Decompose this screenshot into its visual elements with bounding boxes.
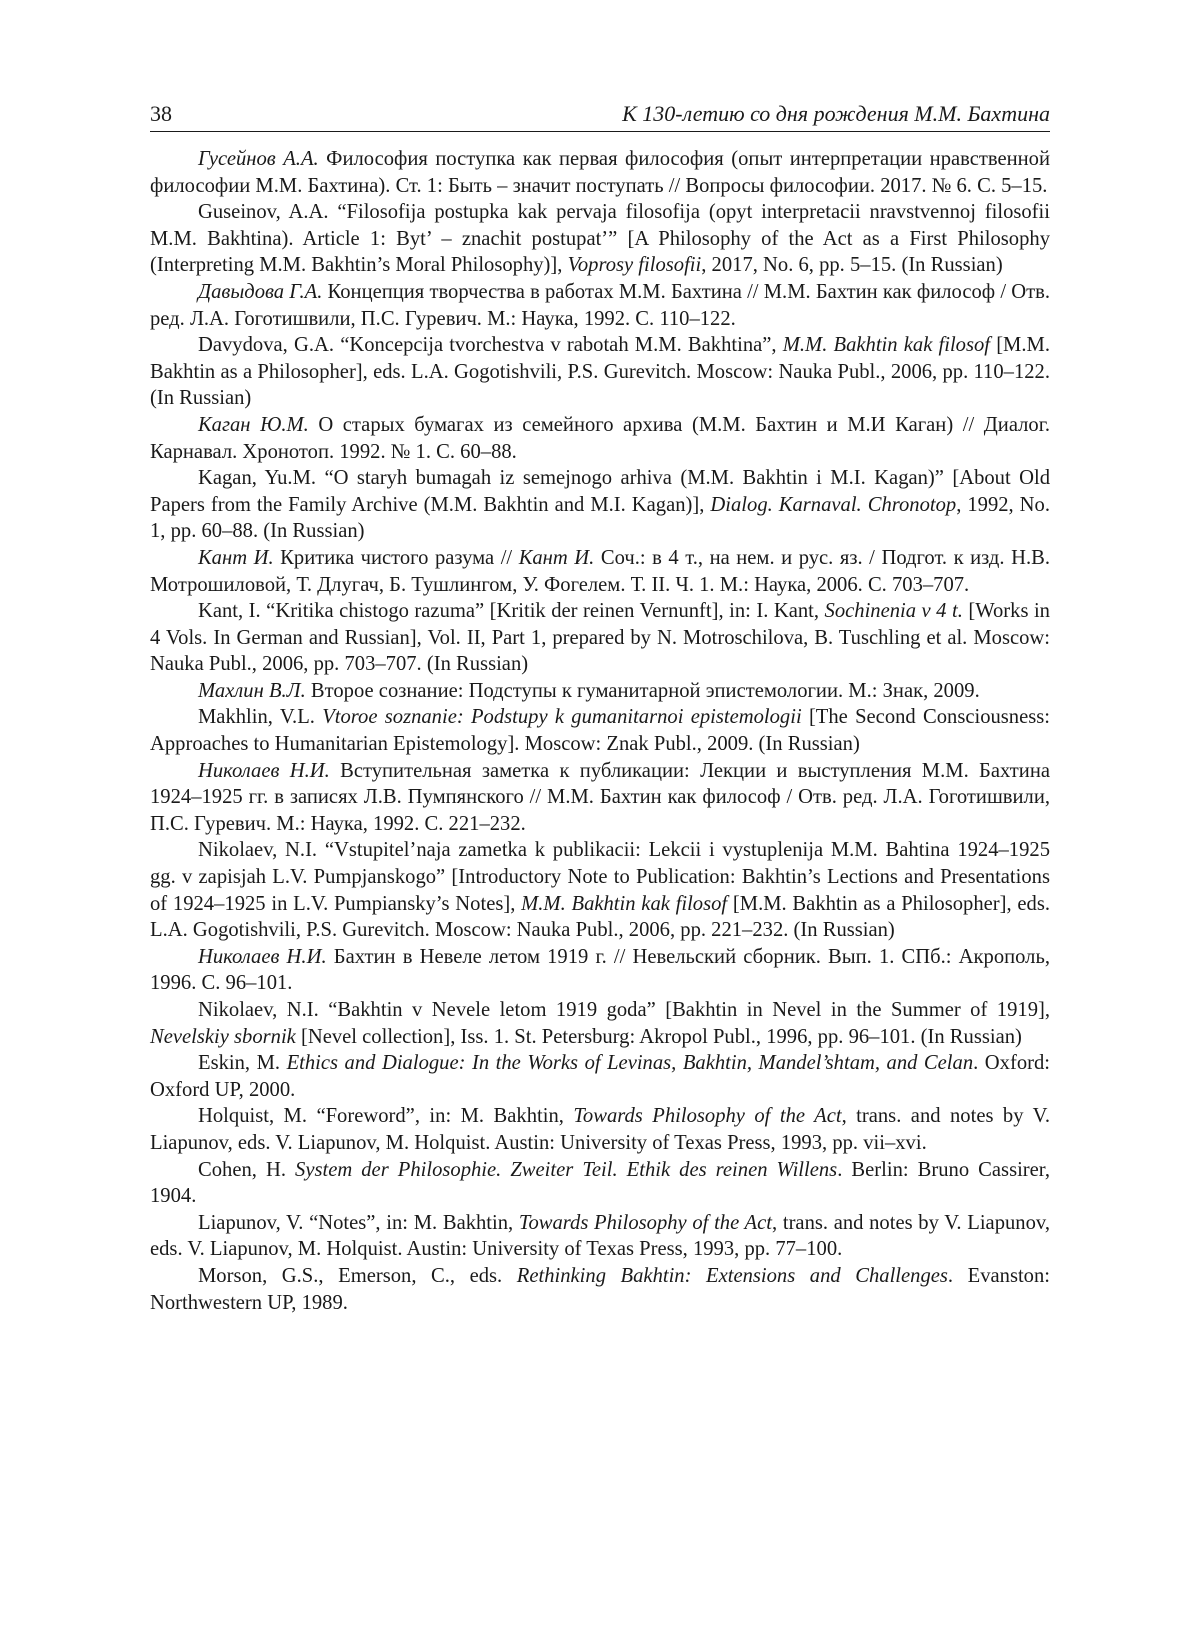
reference-text-segment: Вступительная заметка к публикации: Лекции и выступления М.М. Бахтина 1924–1925 гг. в записях Л.В. Пумпянского // М.М. Бахтин как философ / Отв. ред. Л.А. Гоготишвили, П.С. Гуревич. М.: Наука, 1992. С. 221–232. — [150, 759, 1050, 835]
reference-text-segment: , trans. and notes by V. Liapunov, eds. V. Liapunov, M. Holquist. Austin: University of Texas Press, 1993, pp. vii–xvi. — [150, 1105, 1050, 1154]
reference-text-segment: Davydova, G.A. “Koncepcija tvorchestva v rabotah M.M. Bakhtina”, — [198, 334, 783, 357]
reference-entry — [150, 997, 1050, 1050]
reference-text-segment: Бахтин в Невеле летом 1919 г. // Невельский сборник. Вып. 1. СПб.: Акрополь, 1996. С. 96–101. — [150, 945, 1050, 995]
reference-italic-segment: Sochinenia v 4 t. — [824, 600, 963, 623]
reference-text-segment: Философия поступка как первая философия (опыт интерпретации нравственной философии М.М. Бахтина). Ст. 1: Быть – значит поступать // Вопросы философии. 2017. № 6. С. 5–15. — [150, 148, 1050, 197]
reference-text-segment: Guseinov, A.A. “Filosofija postupka kak pervaja filosofija (opyt interpretacii nravstvennoj filosofii M.M. Bakhtina). Article 1: Byt’ – znachit postupat’” [A Philosophy of the Act as a First Philosophy (Interpreting M.M. Bakhtin’s Moral Philosophy)], — [150, 201, 1050, 277]
reference-text-segment: Cohen, H. — [198, 1158, 296, 1181]
page — [150, 100, 1050, 1316]
reference-text-segment: . Evanston: Northwestern UP, 1989. — [150, 1264, 1050, 1314]
reference-text-segment: . Oxford: Oxford UP, 2000. — [150, 1052, 1050, 1101]
reference-list — [150, 146, 1050, 1316]
reference-italic-segment: Vtoroe soznanie: Podstupy k gumanitarnoi epistemologii — [322, 706, 802, 729]
reference-italic-segment: Каган Ю.М. — [198, 413, 309, 436]
reference-italic-segment: M.M. Bakhtin kak filosof — [521, 892, 728, 915]
reference-text-segment: Morson, G.S., Emerson, C., eds. — [198, 1264, 517, 1287]
reference-italic-segment: Николаев Н.И. — [198, 759, 330, 782]
reference-entry — [150, 146, 1050, 199]
running-title: К 130-летию со дня рождения М.М. Бахтина — [622, 101, 1050, 126]
reference-italic-segment: Dialog. Karnaval. Chronotop — [710, 493, 957, 516]
reference-entry — [150, 1050, 1050, 1103]
reference-italic-segment: System der Philosophie. Zweiter Teil. Ethik des reinen Willens — [295, 1158, 838, 1181]
reference-entry — [150, 545, 1050, 598]
reference-entry — [150, 332, 1050, 412]
reference-entry — [150, 944, 1050, 997]
reference-entry — [150, 678, 1050, 705]
reference-text-segment: [M.M. Bakhtin as a Philosopher], eds. L.A. Gogotishvili, P.S. Gurevitch. Moscow: Nauka Publ., 2006, pp. 221–232. (In Russian) — [150, 892, 1050, 942]
reference-entry — [150, 1103, 1050, 1156]
page-number: 38 — [150, 101, 172, 126]
reference-italic-segment: Rethinking Bakhtin: Extensions and Challenges — [516, 1264, 948, 1287]
reference-entry — [150, 837, 1050, 943]
reference-entry — [150, 279, 1050, 332]
reference-italic-segment: Махлин В.Л. — [198, 679, 306, 702]
running-head — [150, 100, 1050, 132]
reference-text-segment: , trans. and notes by V. Liapunov, eds. V. Liapunov, M. Holquist. Austin: University of Texas Press, 1993, pp. 77–100. — [150, 1211, 1050, 1261]
reference-italic-segment: Кант И. — [198, 546, 274, 569]
reference-text-segment: Соч.: в 4 т., на нем. и рус. яз. / Подгот. к изд. Н.В. Мотрошиловой, Т. Длугач, Б. Тушлингом, У. Фогелем. Т. II. Ч. 1. М.: Наука, 2006. С. 703–707. — [150, 546, 1051, 596]
reference-entry — [150, 598, 1050, 678]
reference-entry — [150, 758, 1050, 838]
reference-text-segment: О старых бумагах из семейного архива (М.М. Бахтин и М.И Каган) // Диалог. Карнавал. Хронотоп. 1992. № 1. С. 60–88. — [150, 413, 1050, 463]
reference-entry — [150, 412, 1050, 465]
reference-italic-segment: Voprosy filosofii — [567, 254, 702, 277]
reference-text-segment: Nikolaev, N.I. “Bakhtin v Nevele letom 1919 goda” [Bakhtin in Nevel in the Summer of 1919], — [198, 999, 1050, 1021]
reference-italic-segment: Towards Philosophy of the Act — [573, 1105, 842, 1128]
reference-entry — [150, 1210, 1050, 1263]
reference-italic-segment: Гусейнов А.А. — [198, 148, 319, 170]
reference-text-segment: Holquist, M. “Foreword”, in: M. Bakhtin, — [198, 1105, 574, 1128]
reference-text-segment: [M.M. Bakhtin as a Philosopher], eds. L.A. Gogotishvili, P.S. Gurevitch. Moscow: Nauka Publ., 2006, pp. 110–122. (In Russian) — [150, 334, 1050, 410]
reference-italic-segment: Николаев Н.И. — [198, 945, 327, 968]
reference-text-segment: Концепция творчества в работах М.М. Бахтина // М.М. Бахтин как философ / Отв. ред. Л.А. Гоготишвили, П.С. Гуревич. М.: Наука, 1992. С. 110–122. — [150, 280, 1050, 330]
reference-text-segment: Kant, I. “Kritika chistogo razuma” [Kritik der reinen Vernunft], in: I. Kant, — [198, 600, 825, 623]
reference-text-segment: [Nevel collection], Iss. 1. St. Petersburg: Akropol Publ., 1996, pp. 96–101. (In Russian) — [295, 1025, 1022, 1048]
reference-text-segment: Makhlin, V.L. — [198, 706, 323, 729]
reference-text-segment: Liapunov, V. “Notes”, in: M. Bakhtin, — [198, 1211, 519, 1234]
reference-text-segment: Kagan, Yu.M. “O staryh bumagah iz semejnogo arhiva (M.M. Bakhtin i M.I. Kagan)” [About Old Papers from the Family Archive (M.M. Bakhtin and M.I. Kagan)], — [150, 467, 1050, 516]
reference-entry — [150, 1263, 1050, 1316]
reference-italic-segment: Ethics and Dialogue: In the Works of Levinas, Bakhtin, Mandel’shtam, and Celan — [286, 1052, 974, 1075]
reference-text-segment: Критика чистого разума // — [273, 546, 519, 569]
reference-text-segment: , 2017, No. 6, pp. 5–15. (In Russian) — [701, 254, 1003, 277]
reference-text-segment: Второе сознание: Подступы к гуманитарной эпистемологии. М.: Знак, 2009. — [305, 679, 980, 702]
reference-text-segment: Eskin, M. — [198, 1052, 287, 1075]
reference-text-segment: [Works in 4 Vols. In German and Russian], Vol. II, Part 1, prepared by N. Motroschilova, B. Tuschling et al. Moscow: Nauka Publ., 2006, pp. 703–707. (In Russian) — [150, 600, 1050, 676]
reference-entry — [150, 704, 1050, 757]
reference-italic-segment: Towards Philosophy of the Act — [518, 1211, 773, 1234]
reference-text-segment: . Berlin: Bruno Cassirer, 1904. — [150, 1158, 1050, 1208]
reference-italic-segment: Давыдова Г.А. — [198, 280, 323, 303]
reference-entry — [150, 1157, 1050, 1210]
reference-italic-segment: Nevelskiy sbornik — [150, 1025, 296, 1048]
reference-italic-segment: Кант И. — [518, 546, 595, 569]
reference-entry — [150, 465, 1050, 545]
reference-text-segment: [The Second Consciousness: Approaches to Humanitarian Epistemology]. Moscow: Znak Publ., 2009. (In Russian) — [150, 706, 1050, 756]
reference-text-segment: Nikolaev, N.I. “Vstupitel’naja zametka k publikacii: Lekcii i vystuplenija M.M. Bahtina 1924–1925 gg. v zapisjah L.V. Pumpjanskogo” [Introductory Note to Publication: Bakhtin’s Lections and Presentations of 1924–1925 in L.V. Pumpiansky’s Notes], — [150, 839, 1050, 915]
reference-entry — [150, 199, 1050, 279]
reference-italic-segment: M.M. Bakhtin kak filosof — [782, 334, 991, 357]
reference-text-segment: , 1992, No. 1, pp. 60–88. (In Russian) — [150, 493, 1050, 543]
